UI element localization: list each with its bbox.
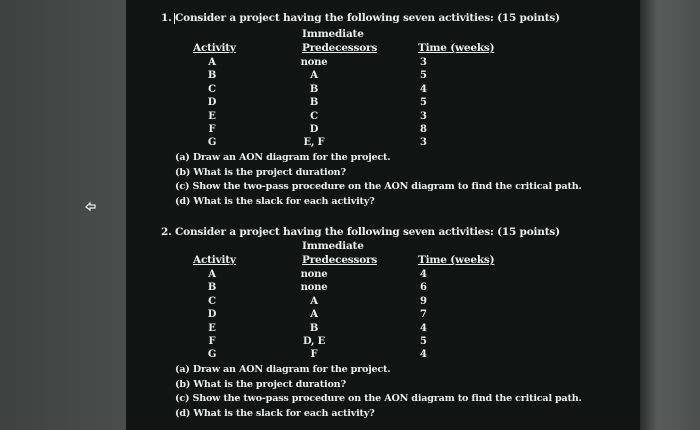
p1-predecessor-column bbox=[294, 56, 334, 150]
p1-activity-column bbox=[200, 56, 224, 150]
table-cell: D bbox=[207, 309, 217, 321]
table-cell: none bbox=[300, 269, 328, 280]
table-cell: F bbox=[208, 124, 216, 136]
table-cell: B bbox=[309, 322, 319, 334]
p2-parts bbox=[175, 363, 582, 421]
table-cell: C bbox=[310, 110, 318, 122]
table-cell: E bbox=[208, 110, 216, 122]
list-item: (d) What is the slack for each activity? bbox=[175, 407, 375, 419]
p1-header-time: Time (weeks) bbox=[418, 42, 495, 54]
p2-header-time: Time (weeks) bbox=[418, 254, 495, 266]
list-item: (d) What is the slack for each activity? bbox=[175, 195, 375, 207]
table-cell: 8 bbox=[420, 124, 427, 136]
table-cell: E, F bbox=[303, 137, 325, 149]
table-cell: 5 bbox=[420, 70, 427, 82]
table-cell: 9 bbox=[420, 295, 427, 307]
table-cell: F bbox=[208, 336, 216, 348]
p1-time-column bbox=[420, 56, 440, 150]
list-item: (c) Show the two-pass procedure on the AON diagram to find the critical path. bbox=[175, 393, 582, 404]
table-cell: 5 bbox=[420, 97, 427, 109]
table-cell: 6 bbox=[420, 282, 427, 294]
table-cell: 5 bbox=[420, 336, 427, 348]
table-cell: A bbox=[208, 57, 216, 68]
p2-header-activity: Activity bbox=[193, 254, 236, 266]
table-cell: 4 bbox=[420, 83, 427, 95]
problem-1-title: 1. Consider a project having the following seven activities: (15 points) bbox=[161, 12, 560, 24]
table-cell: none bbox=[300, 282, 328, 294]
table-cell: 3 bbox=[420, 57, 427, 68]
table-cell: D bbox=[309, 124, 319, 136]
table-cell: A bbox=[310, 309, 318, 321]
table-cell: C bbox=[208, 295, 216, 307]
list-item: (c) Show the two-pass procedure on the AON diagram to find the critical path. bbox=[175, 181, 582, 192]
table-cell: 3 bbox=[420, 137, 427, 149]
table-cell: A bbox=[310, 295, 318, 307]
list-item: (b) What is the project duration? bbox=[175, 378, 346, 390]
p2-predecessor-column bbox=[294, 268, 334, 362]
table-cell: 3 bbox=[420, 110, 427, 122]
table-cell: B bbox=[309, 83, 319, 95]
p1-parts bbox=[175, 151, 582, 209]
p1-header-predecessors: Predecessors bbox=[302, 42, 378, 54]
table-cell: 4 bbox=[420, 269, 427, 280]
p2-header-immediate: Immediate bbox=[302, 240, 364, 252]
list-item: (a) Draw an AON diagram for the project. bbox=[175, 364, 391, 375]
table-cell: D bbox=[207, 97, 217, 109]
p1-header-activity: Activity bbox=[193, 42, 236, 54]
table-cell: F bbox=[310, 349, 318, 361]
table-cell: D, E bbox=[302, 336, 326, 348]
pointer-hand-icon bbox=[84, 199, 98, 213]
table-cell: 4 bbox=[420, 322, 427, 334]
table-cell: C bbox=[208, 83, 216, 95]
p2-time-column bbox=[420, 268, 440, 362]
table-cell: 4 bbox=[420, 349, 427, 361]
table-cell: A bbox=[208, 269, 216, 280]
table-cell: B bbox=[207, 282, 217, 294]
table-cell: E bbox=[208, 322, 216, 334]
p1-header-immediate: Immediate bbox=[302, 28, 364, 40]
p2-header-predecessors: Predecessors bbox=[302, 254, 378, 266]
table-cell: B bbox=[309, 97, 319, 109]
screen-edge bbox=[640, 0, 700, 430]
table-cell: G bbox=[207, 137, 217, 149]
table-cell: A bbox=[310, 70, 318, 82]
table-cell: none bbox=[300, 57, 328, 68]
table-cell: G bbox=[207, 349, 217, 361]
list-item: (b) What is the project duration? bbox=[175, 166, 346, 178]
table-cell: 7 bbox=[420, 309, 427, 321]
list-item: (a) Draw an AON diagram for the project. bbox=[175, 152, 391, 163]
problem-2-title: 2. Consider a project having the following seven activities: (15 points) bbox=[161, 226, 560, 238]
p2-activity-column bbox=[200, 268, 224, 362]
table-cell: B bbox=[207, 70, 217, 82]
